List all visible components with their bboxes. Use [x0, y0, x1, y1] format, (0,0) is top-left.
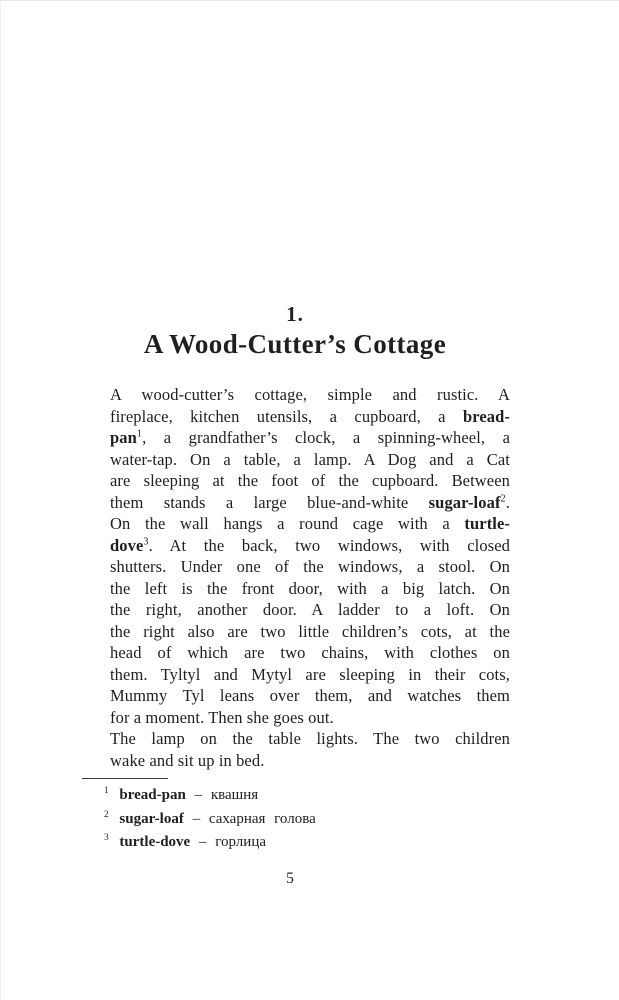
paragraph — [110, 728, 510, 771]
text-segment: the right also are two little children’s cots, at the — [110, 621, 510, 641]
footnote-term: sugar-loaf — [119, 810, 184, 827]
text-segment: head of which are two chains, with clothes on — [110, 643, 510, 662]
footnote-translation: сахарная голова — [208, 810, 316, 827]
text-segment: fireplace, kitchen utensils, a cupboard, a — [110, 406, 463, 426]
text-segment: water-tap. On a table, a lamp. A Dog and a Cat — [110, 449, 510, 469]
text-line — [110, 384, 510, 406]
footnotes-list — [104, 784, 510, 855]
text-segment: Mummy Tyl leans over them, and watches them — [110, 686, 510, 705]
stage-directions-text — [110, 384, 510, 771]
text-line — [110, 470, 510, 492]
text-line — [110, 621, 510, 643]
text-line — [110, 406, 510, 428]
footnote-block — [104, 778, 510, 855]
footnote-dash: – — [190, 834, 216, 850]
text-line — [110, 728, 510, 750]
text-line — [110, 599, 510, 621]
glossary-term: sugar-loaf — [428, 492, 501, 512]
footnote-term: bread-pan — [119, 787, 186, 803]
text-line — [110, 578, 510, 600]
footnote — [104, 784, 510, 808]
footnote-reference: 3 — [143, 536, 149, 547]
text-line — [110, 449, 510, 471]
footnote-dash: – — [183, 810, 209, 827]
chapter-title: A Wood-Cutter’s Cottage — [143, 329, 447, 359]
text-line — [110, 556, 510, 578]
footnote-marker: 3 — [104, 833, 109, 843]
footnote-reference: 1 — [136, 428, 143, 440]
text-segment: . At the back, two windows, with closed — [148, 535, 510, 555]
footnote-marker: 2 — [104, 809, 109, 820]
glossary-term: turtle- — [464, 514, 510, 533]
text-segment: , a grandfather’s clock, a spinning-wheel, a — [142, 428, 510, 447]
text-line — [110, 685, 510, 707]
footnote-dash: – — [185, 787, 211, 803]
text-segment: them stands a large blue-and-white — [110, 492, 429, 512]
text-segment: The lamp on the table lights. The two children — [110, 729, 510, 748]
text-line — [110, 492, 510, 514]
glossary-term: bread- — [462, 406, 510, 426]
footnote-marker: 1 — [104, 786, 109, 796]
text-segment: shutters. Under one of the windows, a stool. On — [110, 557, 510, 576]
text-segment: wake and sit up in bed. — [110, 750, 265, 770]
footnote — [104, 808, 510, 832]
text-segment: are sleeping at the foot of the cupboard. Between — [110, 471, 510, 490]
chapter-header — [95, 301, 495, 360]
text-segment: On the wall hangs a round cage with a — [110, 514, 465, 533]
footnote-term: turtle-dove — [119, 834, 191, 850]
text-segment: . — [505, 492, 510, 512]
text-line — [110, 750, 510, 772]
text-line — [110, 513, 510, 535]
footnote-translation: горлица — [215, 834, 266, 850]
chapter-number: 1. — [286, 302, 304, 326]
footnote — [104, 831, 510, 855]
footnote-reference: 2 — [500, 493, 506, 504]
text-segment: the left is the front door, with a big latch. On — [110, 578, 510, 598]
footnote-translation: квашня — [210, 787, 259, 803]
text-line — [110, 707, 510, 729]
text-segment: A wood-cutter’s cottage, simple and rustic. A — [110, 385, 510, 404]
text-line — [110, 535, 510, 557]
footnote-separator — [82, 778, 168, 779]
text-line — [110, 642, 510, 664]
paragraph — [110, 384, 510, 728]
glossary-term: pan — [110, 428, 137, 447]
text-line — [110, 427, 510, 449]
glossary-term: dove — [110, 535, 144, 555]
page-number: 5 — [286, 870, 294, 887]
text-segment: the right, another door. A ladder to a loft. On — [110, 600, 510, 619]
text-line — [110, 664, 510, 686]
text-segment: for a moment. Then she goes out. — [110, 707, 334, 727]
text-segment: them. Tyltyl and Mytyl are sleeping in their cots, — [110, 664, 510, 684]
